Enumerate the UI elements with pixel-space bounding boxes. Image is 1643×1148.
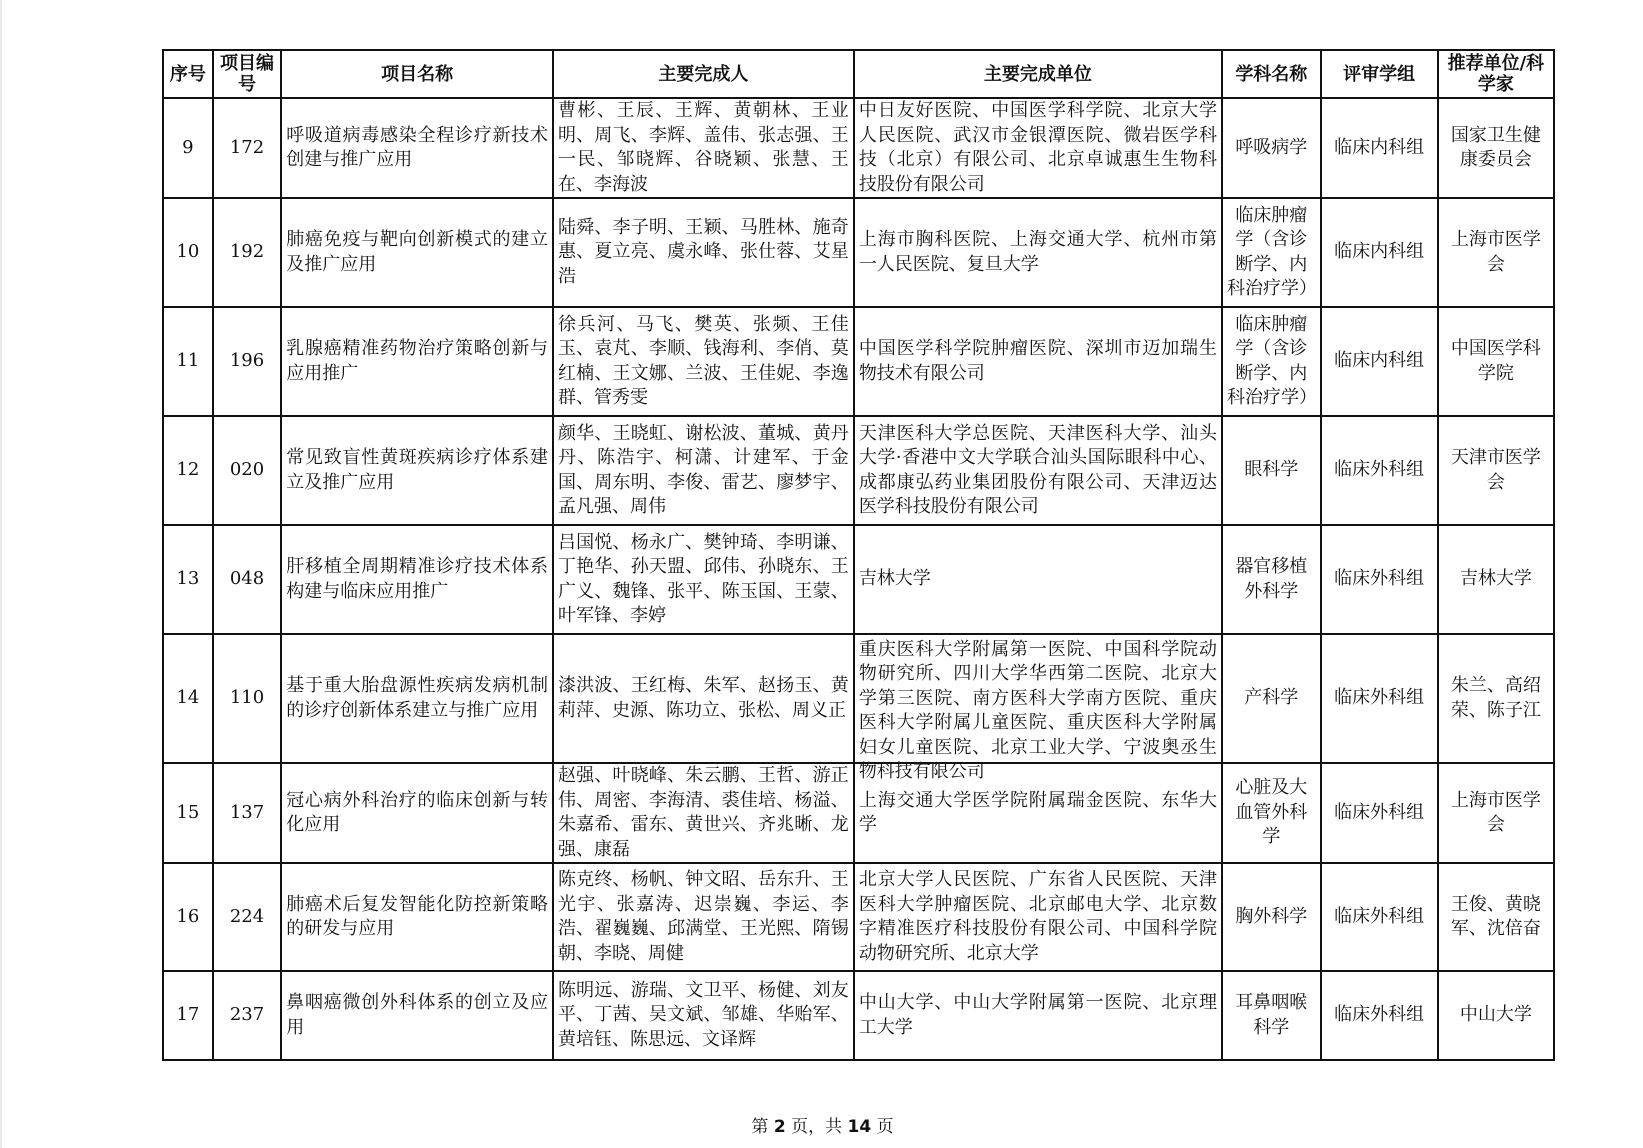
cell-units [854, 634, 1222, 782]
table-row [163, 416, 1554, 525]
cell-recommender [1438, 307, 1554, 416]
cell-recommender [1438, 863, 1554, 971]
cell-units [854, 307, 1222, 416]
cell-recommender [1438, 416, 1554, 525]
project-name-text: 乳腺癌精准药物治疗策略创新与应用推广 [286, 338, 548, 384]
cell-project-name [281, 525, 553, 634]
cell-code: 196 [213, 307, 281, 416]
cell-group: 临床内科组 [1321, 307, 1438, 416]
table-row [163, 98, 1554, 198]
cell-group: 临床外科组 [1321, 763, 1438, 863]
cell-group: 临床外科组 [1321, 525, 1438, 634]
footer-suffix: 页 [876, 1117, 894, 1137]
persons-text: 曹彬、王辰、王辉、黄朝林、王业明、周飞、李辉、盖伟、张志强、王一民、邹晓辉、谷晓颖、张慧、王在、李海波 [558, 100, 849, 195]
footer-current-page: 2 [773, 1117, 786, 1137]
units-text: 中山大学、中山大学附属第一医院、北京理工大学 [858, 992, 1218, 1038]
cell-group: 临床内科组 [1321, 198, 1438, 307]
cell-recommender [1438, 634, 1554, 763]
cell-recommender [1438, 198, 1554, 307]
persons-text: 漆洪波、王红梅、朱军、赵扬玉、黄莉萍、史源、陈功立、张松、周义正 [558, 675, 849, 721]
table-row [163, 971, 1554, 1060]
cell-code: 172 [213, 98, 281, 198]
cell-group: 临床外科组 [1321, 634, 1438, 763]
persons-text: 颜华、王晓虹、谢松波、董城、黄丹丹、陈浩宇、柯潇、计建军、于金国、周东明、李俊、雷艺、廖梦宇、孟凡强、周伟 [558, 422, 849, 517]
cell-subject [1222, 863, 1321, 971]
cell-seq: 13 [163, 525, 213, 634]
recommender-text: 上海市医学会 [1450, 789, 1541, 835]
cell-code: 192 [213, 198, 281, 307]
subject-text: 心脏及大血管外科学 [1235, 777, 1308, 848]
table-row [163, 307, 1554, 416]
cell-seq: 16 [163, 863, 213, 971]
cell-recommender [1438, 525, 1554, 634]
header-subject: 学科名称 [1222, 50, 1321, 98]
project-name-text: 冠心病外科治疗的临床创新与转化应用 [286, 789, 548, 835]
footer-total-pages: 14 [847, 1117, 872, 1137]
persons-text: 徐兵河、马飞、樊英、张频、王佳玉、袁芃、李顺、钱海利、李俏、莫红楠、王文娜、兰波、王佳妮、李逸群、管秀雯 [558, 313, 849, 408]
cell-units [854, 198, 1222, 307]
header-code-label: 项目编号 [220, 53, 274, 95]
cell-subject [1222, 416, 1321, 525]
units-text: 吉林大学 [858, 568, 931, 590]
cell-seq: 11 [163, 307, 213, 416]
project-name-text: 呼吸道病毒感染全程诊疗新技术创建与推广应用 [286, 124, 548, 170]
project-name-text: 肺癌术后复发智能化防控新策略的研发与应用 [286, 893, 548, 939]
cell-code: 110 [213, 634, 281, 763]
cell-subject [1222, 763, 1321, 863]
footer-middle: 页，共 [791, 1117, 843, 1137]
cell-project-name [281, 971, 553, 1060]
cell-persons [553, 634, 854, 763]
units-text: 上海市胸科医院、上海交通大学、杭州市第一人民医院、复旦大学 [858, 229, 1218, 275]
cell-subject [1222, 971, 1321, 1060]
header-persons: 主要完成人 [553, 50, 854, 98]
cell-code: 224 [213, 863, 281, 971]
cell-code: 020 [213, 416, 281, 525]
persons-text: 陈明远、游瑞、文卫平、杨健、刘友平、丁茜、吴文斌、邹雄、华贻军、黄培钰、陈思远、文译辉 [558, 979, 849, 1050]
recommender-text: 吉林大学 [1459, 568, 1532, 590]
cell-seq: 14 [163, 634, 213, 763]
table-row [163, 863, 1554, 971]
cell-project-name [281, 763, 553, 863]
cell-recommender [1438, 98, 1554, 198]
page-number-footer [2, 1112, 1643, 1137]
header-name: 项目名称 [281, 50, 553, 98]
cell-persons [553, 98, 854, 198]
table-row [163, 525, 1554, 634]
subject-text: 呼吸病学 [1235, 136, 1308, 158]
table-header-row [163, 50, 1554, 98]
cell-units [854, 863, 1222, 971]
cell-seq: 9 [163, 98, 213, 198]
units-text: 天津医科大学总医院、天津医科大学、汕头大学·香港中文大学联合汕头国际眼科中心、成都康弘药业集团股份有限公司、天津迈达医学科技股份有限公司 [858, 422, 1218, 517]
cell-units [854, 971, 1222, 1060]
units-text: 上海交通大学医学院附属瑞金医院、东华大学 [858, 789, 1218, 835]
project-name-text: 鼻咽癌微创外科体系的创立及应用 [286, 992, 548, 1038]
cell-persons [553, 198, 854, 307]
header-group: 评审学组 [1321, 50, 1438, 98]
cell-seq: 12 [163, 416, 213, 525]
cell-subject [1222, 307, 1321, 416]
subject-text: 产科学 [1244, 687, 1299, 709]
cell-project-name [281, 198, 553, 307]
cell-subject [1222, 525, 1321, 634]
project-name-text: 肺癌免疫与靶向创新模式的建立及推广应用 [286, 229, 548, 275]
cell-persons [553, 525, 854, 634]
cell-code: 048 [213, 525, 281, 634]
cell-subject [1222, 634, 1321, 763]
cell-project-name [281, 98, 553, 198]
cell-recommender [1438, 763, 1554, 863]
cell-subject [1222, 98, 1321, 198]
project-name-text: 基于重大胎盘源性疾病发病机制的诊疗创新体系建立与推广应用 [286, 675, 548, 721]
cell-units [854, 525, 1222, 634]
cell-seq: 15 [163, 763, 213, 863]
recommender-text: 中山大学 [1459, 1004, 1532, 1026]
table-row [163, 634, 1554, 763]
cell-units [854, 416, 1222, 525]
subject-text: 器官移植外科学 [1235, 556, 1308, 602]
cell-units [854, 98, 1222, 198]
cell-recommender [1438, 971, 1554, 1060]
units-text: 北京大学人民医院、广东省人民医院、天津医科大学肿瘤医院、北京邮电大学、北京数字精准医疗科技股份有限公司、中国科学院动物研究所、北京大学 [858, 869, 1218, 964]
cell-code: 237 [213, 971, 281, 1060]
footer-prefix: 第 [751, 1117, 769, 1137]
subject-text: 胸外科学 [1235, 905, 1308, 927]
recommender-text: 上海市医学会 [1450, 229, 1541, 275]
header-units: 主要完成单位 [854, 50, 1222, 98]
cell-persons [553, 307, 854, 416]
cell-group: 临床外科组 [1321, 971, 1438, 1060]
units-text: 中国医学科学院肿瘤医院、深圳市迈加瑞生物技术有限公司 [858, 338, 1218, 384]
cell-code: 137 [213, 763, 281, 863]
units-text: 中日友好医院、中国医学科学院、北京大学人民医院、武汉市金银潭医院、微岩医学科技（北京）有限公司、北京卓诚惠生生物科技股份有限公司 [858, 100, 1218, 195]
cell-persons [553, 863, 854, 971]
cell-project-name [281, 634, 553, 763]
recommender-text: 王俊、黄晓军、沈倍奋 [1450, 893, 1541, 939]
awards-table [162, 49, 1555, 1061]
persons-text: 陈克终、杨帆、钟文昭、岳东升、王光宇、张嘉涛、迟崇巍、李运、李浩、翟巍巍、邱满堂、王光熙、隋锡朝、李晓、周健 [558, 869, 849, 964]
cell-subject [1222, 198, 1321, 307]
table-row [163, 198, 1554, 307]
header-seq: 序号 [163, 50, 213, 98]
subject-text: 耳鼻咽喉科学 [1235, 992, 1308, 1038]
subject-text: 眼科学 [1244, 459, 1299, 481]
cell-seq: 10 [163, 198, 213, 307]
subject-text: 临床肿瘤学（含诊断学、内科治疗学） [1227, 313, 1318, 408]
units-text: 重庆医科大学附属第一医院、中国科学院动物研究所、四川大学华西第二医院、北京大学第三医院、南方医科大学南方医院、重庆医科大学附属儿童医院、重庆医科大学附属妇女儿童医院、北京工业大学、宁波奥丞生物科技有限公司 [858, 638, 1218, 782]
recommender-text: 中国医学科学院 [1450, 338, 1541, 384]
subject-text: 临床肿瘤学（含诊断学、内科治疗学） [1227, 204, 1318, 299]
recommender-text: 天津市医学会 [1450, 447, 1541, 493]
cell-group: 临床内科组 [1321, 98, 1438, 198]
cell-project-name [281, 307, 553, 416]
cell-seq: 17 [163, 971, 213, 1060]
header-recommender [1438, 50, 1554, 98]
cell-project-name [281, 416, 553, 525]
header-recommender-label: 推荐单位/科学家 [1447, 53, 1545, 95]
cell-persons [553, 971, 854, 1060]
recommender-text: 国家卫生健康委员会 [1450, 124, 1541, 170]
header-code [213, 50, 281, 98]
persons-text: 赵强、叶晓峰、朱云鹏、王哲、游正伟、周密、李海清、裘佳培、杨溢、朱嘉希、雷东、黄世兴、齐兆晰、龙强、康磊 [558, 765, 849, 860]
cell-project-name [281, 863, 553, 971]
recommender-text: 朱兰、高绍荣、陈子江 [1450, 675, 1541, 721]
cell-persons [553, 416, 854, 525]
project-name-text: 肝移植全周期精准诊疗技术体系构建与临床应用推广 [286, 556, 548, 602]
project-name-text: 常见致盲性黄斑疾病诊疗体系建立及推广应用 [286, 447, 548, 493]
persons-text: 吕国悦、杨永广、樊钟琦、李明谦、丁艳华、孙天盟、邱伟、孙晓东、王广义、魏锋、张平、陈玉国、王蒙、叶军锋、李婷 [558, 531, 849, 626]
cell-group: 临床外科组 [1321, 863, 1438, 971]
persons-text: 陆舜、李子明、王颖、马胜林、施奇惠、夏立亮、虞永峰、张仕蓉、艾星浩 [558, 216, 849, 287]
cell-group: 临床外科组 [1321, 416, 1438, 525]
cell-persons [553, 763, 854, 863]
